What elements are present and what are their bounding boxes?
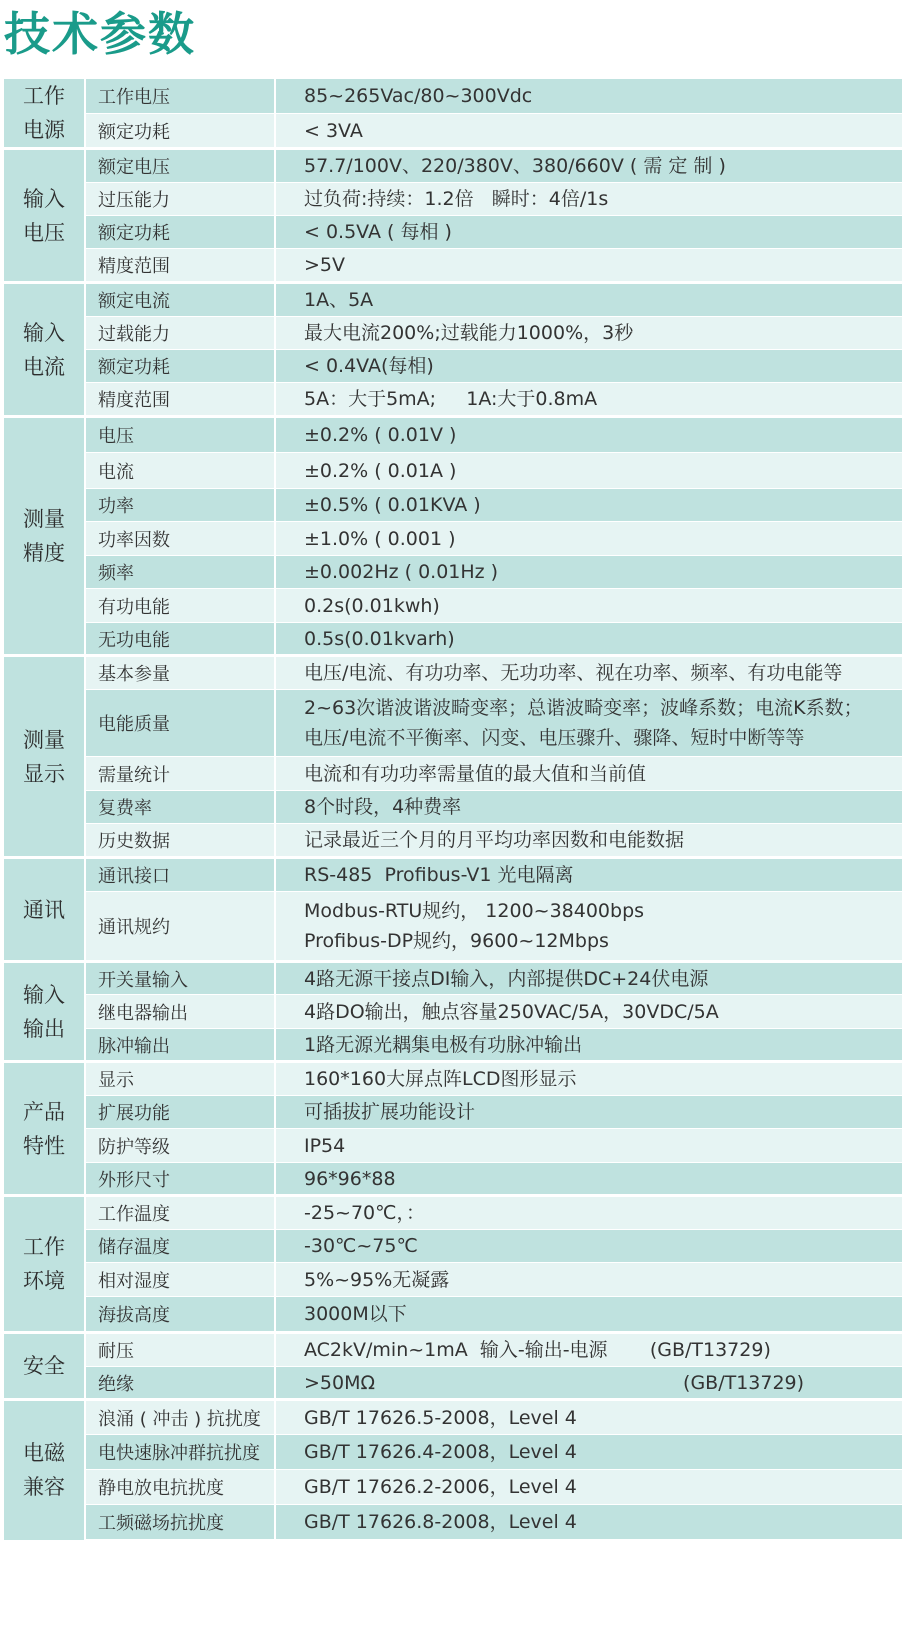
spec-row (4, 1297, 902, 1333)
param-label: 储存温度 (85, 1230, 275, 1263)
spec-row (4, 317, 902, 350)
param-label: 额定功耗 (85, 350, 275, 383)
spec-row (4, 522, 902, 556)
param-value (275, 1062, 902, 1096)
spec-row (4, 757, 902, 791)
param-value-line: 4路无源干接点DI输入，内部提供DC+24伏电源 (304, 967, 709, 990)
spec-row (4, 149, 902, 183)
spec-row (4, 656, 902, 690)
group-label: 输入 电压 (4, 149, 85, 283)
param-label: 额定电流 (85, 283, 275, 317)
param-value (275, 350, 902, 383)
param-value-line: 0.5s(0.01kvarh) (304, 627, 455, 650)
param-value-line: GB/T 17626.4-2008，Level 4 (304, 1441, 577, 1463)
param-value-line: ±0.2% ( 0.01V ) (304, 424, 457, 446)
param-value-line: 0.2s(0.01kwh) (304, 594, 440, 617)
param-value-line: ±0.2% ( 0.01A ) (304, 459, 457, 482)
param-value (275, 383, 902, 417)
param-label: 无功电能 (85, 623, 275, 656)
param-value-line: >50MΩ (GB/T13729) (304, 1371, 805, 1394)
spec-row (4, 824, 902, 858)
param-value (275, 216, 902, 249)
param-value (275, 149, 902, 183)
group-label: 测量 显示 (4, 656, 85, 858)
param-value (275, 183, 902, 216)
param-value-line: RS-485 Profibus-V1 光电隔离 (304, 864, 574, 886)
param-value (275, 1230, 902, 1263)
param-label: 扩展功能 (85, 1096, 275, 1129)
param-value-line: ±0.5% ( 0.01KVA ) (304, 494, 481, 516)
param-label: 继电器输出 (85, 995, 275, 1029)
param-value-line: AC2kV/min~1mA 输入-输出-电源 (GB/T13729) (304, 1339, 771, 1361)
param-value-line: 电压/电流不平衡率、闪变、电压骤升、骤降、短时中断等等 (304, 727, 805, 749)
param-value (275, 1470, 902, 1505)
param-value-line: 3000M以下 (304, 1303, 407, 1325)
spec-row (4, 453, 902, 489)
group-label: 电磁 兼容 (4, 1400, 85, 1540)
param-value (275, 1435, 902, 1470)
spec-row (4, 556, 902, 589)
param-value (275, 892, 902, 962)
param-value-line: -25~70℃，： (304, 1202, 425, 1224)
param-value-line: 8个时段，4种费率 (304, 796, 462, 818)
spec-row (4, 350, 902, 383)
param-value-line: 5A：大于5mA; 1A:大于0.8mA (304, 388, 598, 410)
param-label: 电流 (85, 453, 275, 489)
param-value (275, 1333, 902, 1367)
param-value (275, 757, 902, 791)
param-label: 静电放电抗扰度 (85, 1470, 275, 1505)
group-label: 输入 电流 (4, 283, 85, 417)
param-value (275, 962, 902, 995)
param-value-line: 160*160大屏点阵LCD图形显示 (304, 1068, 577, 1090)
spec-row (4, 79, 902, 114)
spec-row (4, 283, 902, 317)
spec-row (4, 1367, 902, 1400)
param-value (275, 1297, 902, 1333)
param-label: 精度范围 (85, 383, 275, 417)
param-label: 精度范围 (85, 249, 275, 283)
param-label: 电能质量 (85, 690, 275, 757)
param-label: 功率 (85, 489, 275, 522)
group-label: 工作 电源 (4, 79, 85, 149)
param-value-line: 可插拔扩展功能设计 (304, 1101, 476, 1123)
param-value-line: GB/T 17626.5-2008，Level 4 (304, 1406, 577, 1429)
param-value (275, 690, 902, 757)
param-value-line: 电压/电流、有功功率、无功功率、视在功率、频率、有功电能等 (304, 662, 843, 684)
group-label: 工作 环境 (4, 1196, 85, 1333)
param-value-line: -30℃~75℃ (304, 1235, 418, 1257)
param-label: 绝缘 (85, 1367, 275, 1400)
param-label: 过压能力 (85, 183, 275, 216)
param-value-line: ±1.0% ( 0.001 ) (304, 527, 456, 550)
param-label: 浪涌 ( 冲击 ) 抗扰度 (85, 1400, 275, 1435)
param-value (275, 858, 902, 892)
param-value (275, 249, 902, 283)
spec-row (4, 623, 902, 656)
param-value (275, 1263, 902, 1297)
spec-row (4, 489, 902, 522)
param-value (275, 656, 902, 690)
param-label: 工作电压 (85, 79, 275, 114)
spec-row (4, 995, 902, 1029)
page-title: 技术参数 (4, 7, 196, 61)
param-value (275, 453, 902, 489)
param-label: 额定电压 (85, 149, 275, 183)
param-label: 耐压 (85, 1333, 275, 1367)
param-label: 通讯接口 (85, 858, 275, 892)
param-value-line: IP54 (304, 1134, 346, 1157)
param-label: 外形尺寸 (85, 1163, 275, 1196)
param-value (275, 114, 902, 149)
spec-row (4, 1435, 902, 1470)
spec-row (4, 690, 902, 757)
spec-row (4, 1505, 902, 1540)
param-value-line: 57.7/100V、220/380V、380/660V ( 需 定 制 ) (304, 155, 726, 177)
param-value-line: < 3VA (304, 119, 363, 142)
param-label: 防护等级 (85, 1129, 275, 1163)
param-value-line: 96*96*88 (304, 1167, 396, 1190)
group-label: 通讯 (4, 858, 85, 962)
param-value-line: 最大电流200%;过载能力1000%，3秒 (304, 322, 634, 344)
param-value-line: 5%~95%无凝露 (304, 1268, 450, 1291)
param-label: 功率因数 (85, 522, 275, 556)
spec-row (4, 114, 902, 149)
spec-row (4, 1129, 902, 1163)
param-value (275, 417, 902, 453)
param-label: 工频磁场抗扰度 (85, 1505, 275, 1540)
spec-row (4, 1096, 902, 1129)
param-value-line: < 0.5VA ( 每相 ) (304, 221, 452, 243)
param-label: 工作温度 (85, 1196, 275, 1230)
param-label: 电压 (85, 417, 275, 453)
param-value-line: Profibus-DP规约，9600~12Mbps (304, 930, 609, 952)
spec-row (4, 417, 902, 453)
param-value (275, 1505, 902, 1540)
param-label: 过载能力 (85, 317, 275, 350)
param-value (275, 1196, 902, 1230)
param-value-line: GB/T 17626.8-2008，Level 4 (304, 1511, 577, 1533)
param-label: 历史数据 (85, 824, 275, 858)
param-value-line: 电流和有功功率需量值的最大值和当前值 (304, 762, 647, 785)
spec-row (4, 1230, 902, 1263)
spec-row (4, 1062, 902, 1096)
param-value-line: 4路DO输出，触点容量250VAC/5A，30VDC/5A (304, 1000, 719, 1023)
param-label: 额定功耗 (85, 216, 275, 249)
param-label: 电快速脉冲群抗扰度 (85, 1435, 275, 1470)
spec-row (4, 791, 902, 824)
param-value-line: 1路无源光耦集电极有功脉冲输出 (304, 1033, 583, 1056)
param-value (275, 283, 902, 317)
param-label: 额定功耗 (85, 114, 275, 149)
param-value (275, 791, 902, 824)
param-value-line: 85~265Vac/80~300Vdc (304, 85, 533, 108)
param-value (275, 1029, 902, 1062)
param-value (275, 79, 902, 114)
param-label: 相对湿度 (85, 1263, 275, 1297)
spec-row (4, 1333, 902, 1367)
spec-row (4, 892, 902, 962)
spec-row (4, 216, 902, 249)
group-label: 输入 输出 (4, 962, 85, 1062)
param-value (275, 1367, 902, 1400)
param-value-line: 2~63次谐波谐波畸变率；总谐波畸变率；波峰系数；电流K系数； (304, 697, 863, 719)
param-value-line: 过负荷:持续：1.2倍 瞬时：4倍/1s (304, 188, 609, 210)
param-label: 频率 (85, 556, 275, 589)
param-value-line: Modbus-RTU规约， 1200~38400bps (304, 900, 645, 922)
param-value (275, 1129, 902, 1163)
param-value-line: GB/T 17626.2-2006，Level 4 (304, 1476, 577, 1498)
param-label: 脉冲输出 (85, 1029, 275, 1062)
param-label: 开关量输入 (85, 962, 275, 995)
param-value (275, 824, 902, 858)
spec-table-body (4, 79, 902, 1540)
spec-row (4, 1263, 902, 1297)
spec-row (4, 249, 902, 283)
param-value (275, 556, 902, 589)
param-value (275, 623, 902, 656)
param-value (275, 1096, 902, 1129)
spec-row (4, 183, 902, 216)
spec-row (4, 1029, 902, 1062)
spec-row (4, 1163, 902, 1196)
param-value (275, 995, 902, 1029)
param-value (275, 489, 902, 522)
param-value (275, 589, 902, 623)
param-value-line: ±0.002Hz ( 0.01Hz ) (304, 561, 499, 583)
param-label: 需量统计 (85, 757, 275, 791)
spec-row (4, 1470, 902, 1505)
param-value-line: 记录最近三个月的月平均功率因数和电能数据 (304, 829, 685, 851)
param-value (275, 317, 902, 350)
param-value (275, 522, 902, 556)
param-value-line: 1A、5A (304, 289, 374, 311)
group-label: 测量 精度 (4, 417, 85, 656)
spec-row (4, 962, 902, 995)
param-label: 有功电能 (85, 589, 275, 623)
spec-row (4, 383, 902, 417)
param-label: 显示 (85, 1062, 275, 1096)
spec-row (4, 1196, 902, 1230)
group-label: 产品 特性 (4, 1062, 85, 1196)
param-label: 海拔高度 (85, 1297, 275, 1333)
param-value-line: < 0.4VA(每相) (304, 355, 434, 377)
spec-row (4, 858, 902, 892)
param-label: 基本参量 (85, 656, 275, 690)
param-value (275, 1400, 902, 1435)
spec-row (4, 1400, 902, 1435)
param-label: 通讯规约 (85, 892, 275, 962)
param-value (275, 1163, 902, 1196)
param-value-line: >5V (304, 254, 346, 276)
spec-row (4, 589, 902, 623)
group-label: 安全 (4, 1333, 85, 1400)
spec-table (4, 79, 902, 1540)
param-label: 复费率 (85, 791, 275, 824)
